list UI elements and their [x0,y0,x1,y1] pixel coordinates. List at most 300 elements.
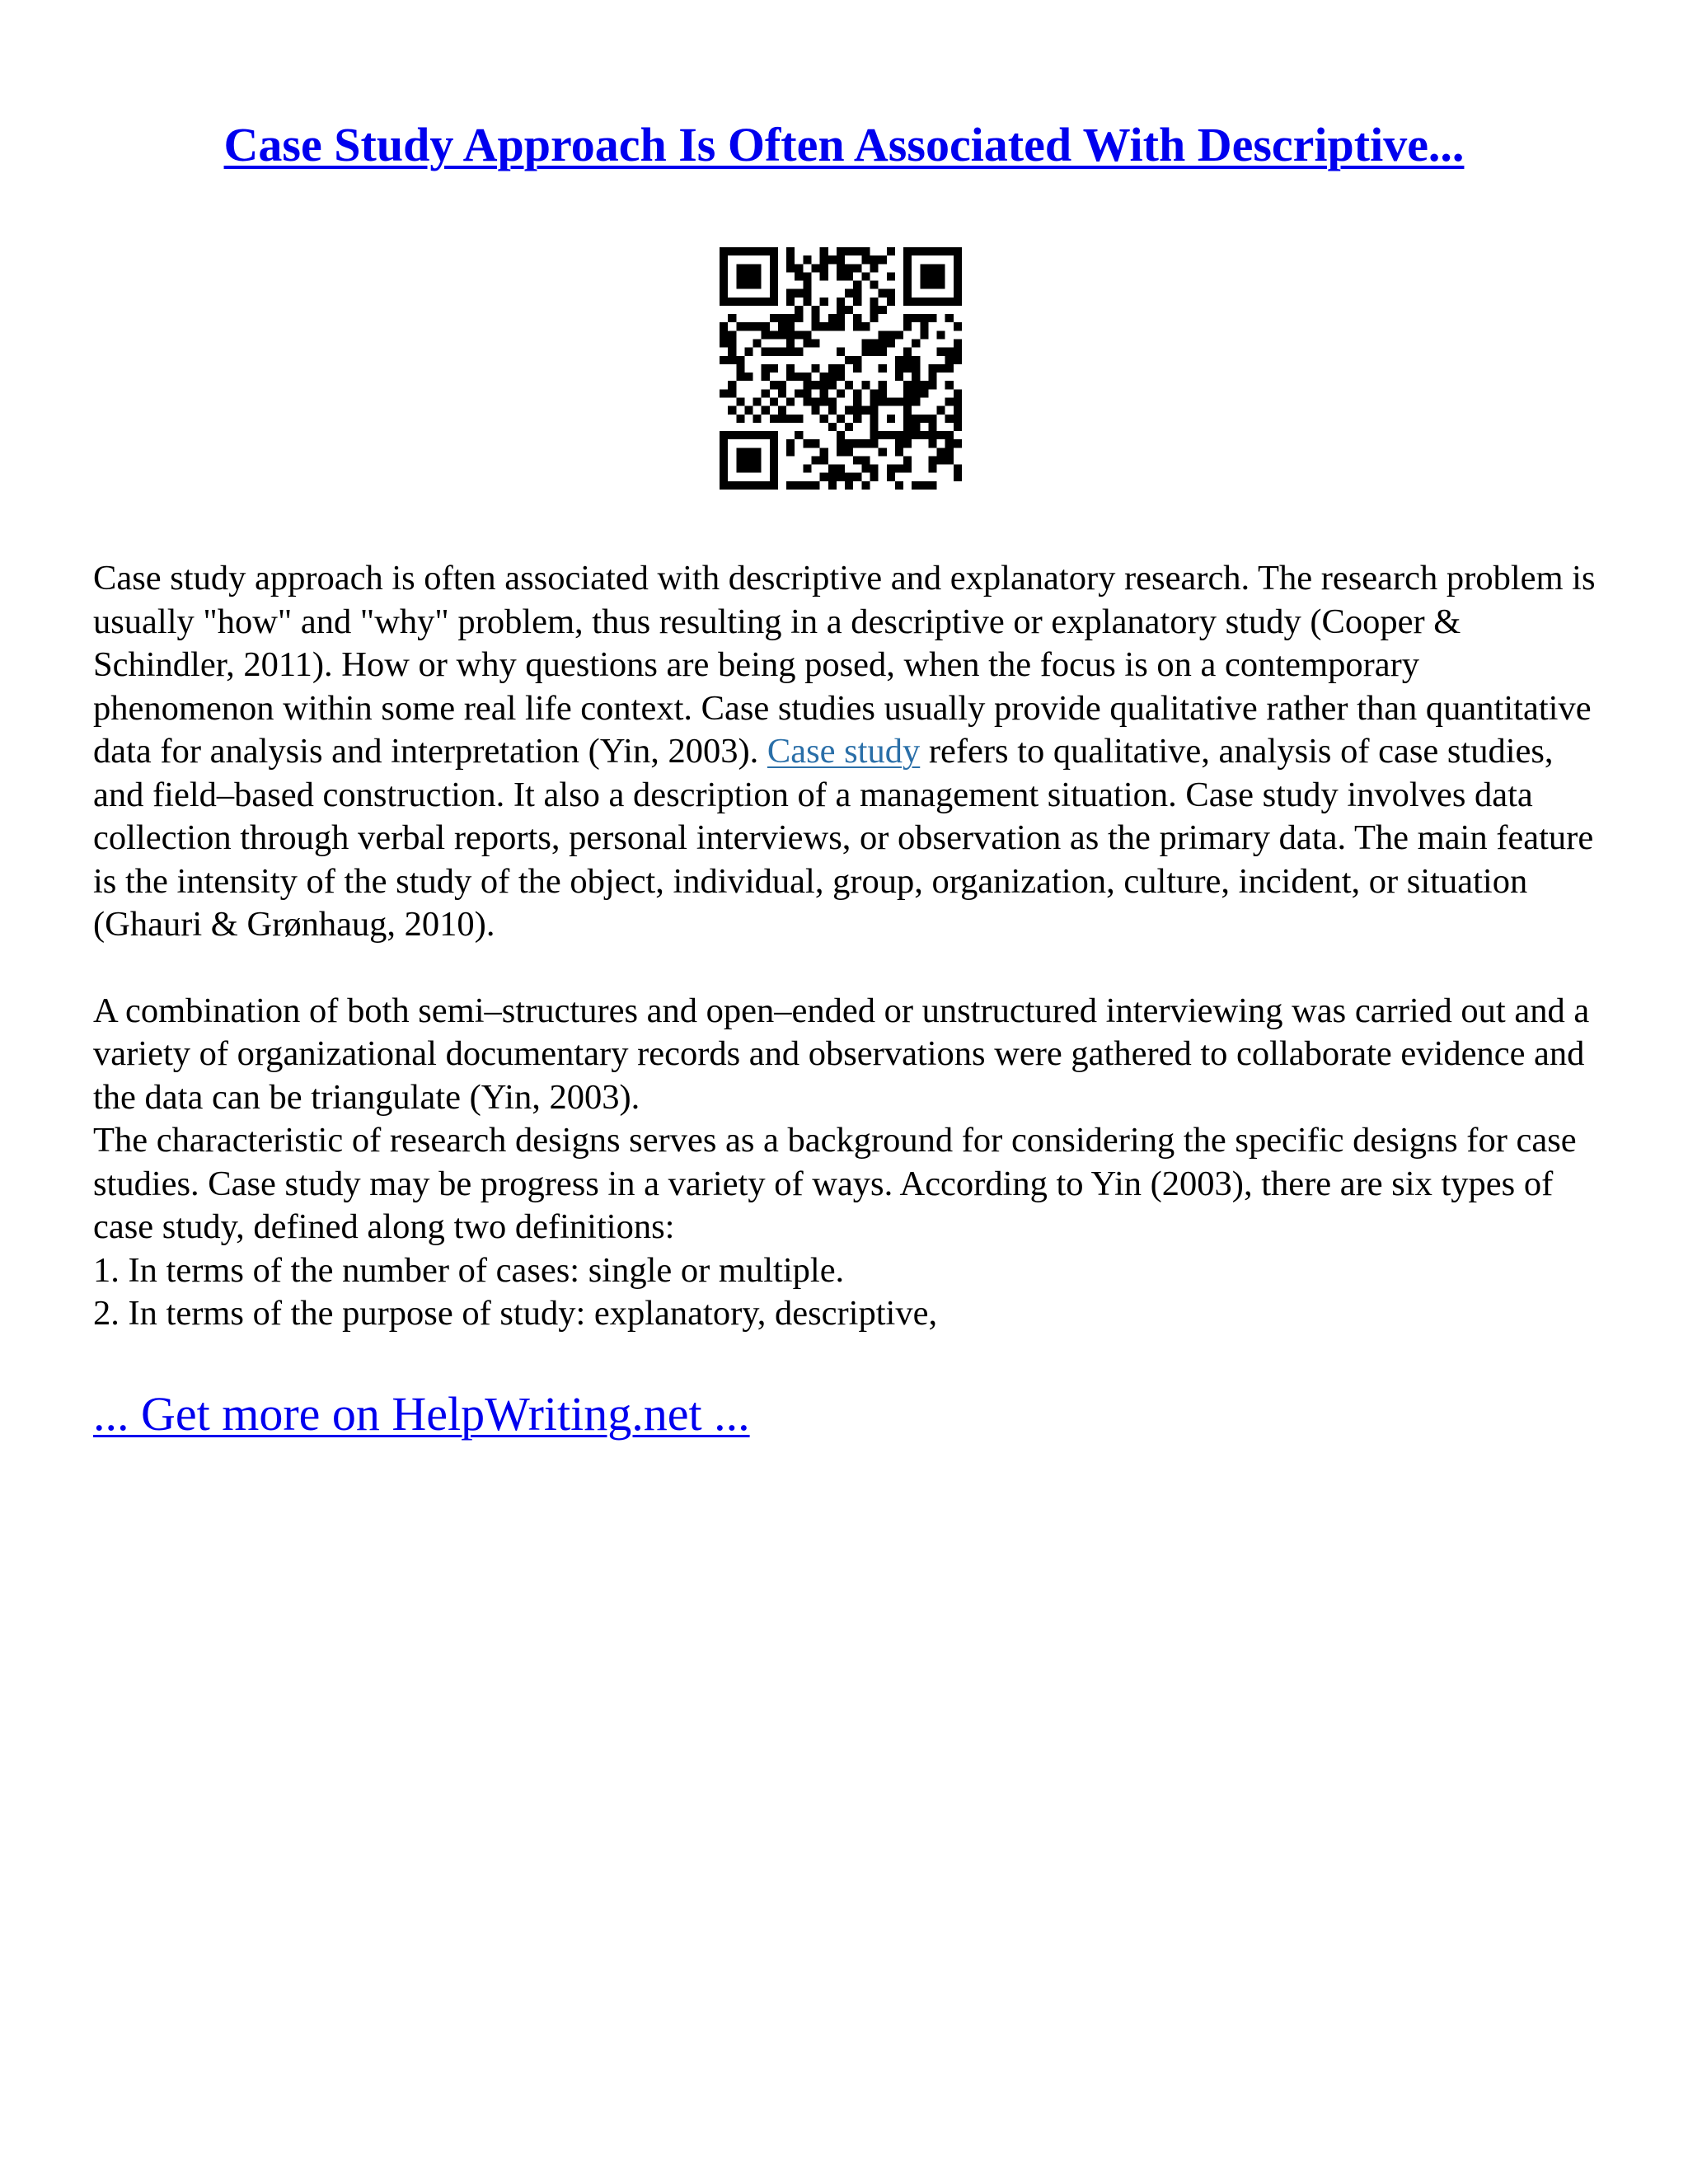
qr-module [895,364,903,373]
qr-module [853,473,861,481]
case-study-link[interactable]: Case study [767,732,921,771]
qr-module [954,298,962,306]
qr-module [853,406,861,415]
qr-module [795,264,803,272]
qr-module [861,348,870,356]
qr-module [762,322,770,330]
qr-module [795,481,803,490]
qr-module [720,247,728,255]
qr-module [861,439,870,448]
qr-module [720,439,728,448]
qr-module [903,348,912,356]
qr-module [879,364,887,373]
qr-module [937,348,945,356]
qr-module [845,306,853,314]
qr-module [928,423,936,431]
qr-module [954,322,962,330]
qr-module [820,322,828,330]
qr-module [870,465,878,473]
qr-module [879,289,887,298]
qr-module [870,264,878,272]
qr-module [820,389,828,397]
qr-module [770,314,778,322]
paragraph-spacer [93,947,1601,990]
qr-module [812,306,820,314]
qr-module [895,465,903,473]
qr-module [887,415,895,423]
qr-module [845,423,853,431]
paragraph-1-text-a: Case study approach is often associated with descriptive and explanatory research. The research problem is usually "how" and "why" problem, thus resulting in a descriptive or explanatory study (Cooper & Schindler, 2011). How or why questions are being posed, when the focus is on a contemporary phenomenon within some real life context. Case studies usually provide qualitative rather than quantitative data for analysis and interpretation (Yin, 2003). [93,559,1596,771]
qr-module [837,314,845,322]
qr-module [861,255,870,264]
qr-module [928,272,936,280]
qr-module [736,272,744,280]
qr-module [770,281,778,289]
qr-module [753,448,762,456]
qr-module [845,289,853,298]
qr-module [795,272,803,280]
qr-module [912,373,920,381]
qr-module [879,330,887,339]
qr-module [736,373,744,381]
qr-module [803,298,811,306]
qr-module [744,298,753,306]
qr-module [795,389,803,397]
qr-module [870,255,878,264]
qr-module [853,247,861,255]
qr-module [903,381,912,389]
qr-module [861,381,870,389]
qr-module [720,322,728,330]
qr-module [744,264,753,272]
qr-module [803,330,811,339]
qr-module [837,389,845,397]
qr-module [828,406,837,415]
qr-module [820,397,828,405]
qr-module [828,381,837,389]
qr-module [903,272,912,280]
qr-module [912,356,920,364]
qr-module [770,448,778,456]
qr-module [753,340,762,348]
qr-module [744,456,753,464]
qr-module [837,373,845,381]
qr-module [912,389,920,397]
qr-module [870,340,878,348]
qr-module [728,481,736,490]
qr-module [895,439,903,448]
qr-module [903,289,912,298]
qr-module [920,389,928,397]
qr-module [762,373,770,381]
qr-module [912,431,920,439]
qr-module [812,481,820,490]
qr-module [786,264,795,272]
qr-module [954,289,962,298]
qr-module [937,264,945,272]
qr-module [845,272,853,280]
qr-module [778,415,786,423]
qr-module [812,456,820,464]
qr-module [736,431,744,439]
qr-module [928,264,936,272]
qr-module [861,247,870,255]
qr-module [744,448,753,456]
qr-module [770,397,778,405]
qr-module [861,481,870,490]
qr-module [820,272,828,280]
qr-module [762,330,770,339]
qr-module [778,322,786,330]
qr-module [903,465,912,473]
qr-module [945,314,954,322]
qr-module [845,381,853,389]
qr-module [753,272,762,280]
qr-module [853,289,861,298]
qr-module [753,264,762,272]
qr-module [903,364,912,373]
qr-module [753,415,762,423]
qr-module [728,381,736,389]
qr-module [945,348,954,356]
qr-module [812,364,820,373]
qr-module [887,340,895,348]
qr-module [887,247,895,255]
qr-module [870,281,878,289]
qr-module [770,364,778,373]
qr-module [903,281,912,289]
qr-module [720,431,728,439]
qr-module [770,289,778,298]
qr-module [895,330,903,339]
qr-module [728,314,736,322]
qr-module [861,272,870,280]
qr-module [928,465,936,473]
qr-module [954,356,962,364]
qr-module [736,448,744,456]
qr-module [920,330,928,339]
qr-module [954,439,962,448]
qr-module [870,298,878,306]
qr-module [954,406,962,415]
qr-module [820,264,828,272]
qr-module [828,473,837,481]
qr-module [753,465,762,473]
qr-module [937,364,945,373]
qr-module [736,298,744,306]
qr-module [803,255,811,264]
qr-module [736,364,744,373]
qr-module [803,272,811,280]
page-title [0,115,1688,175]
qr-module [903,389,912,397]
qr-module [803,340,811,348]
qr-module [720,272,728,280]
qr-module [728,247,736,255]
qr-module [945,381,954,389]
paragraph-3: The characteristic of research designs serves as a background for considering the specific designs for case studies. Case study may be progress in a variety of ways. According to Yin (2003), there are six types of case study, defined along two definitions: [93,1121,1577,1246]
get-more-link[interactable]: ... Get more on HelpWriting.net ... [93,1387,750,1441]
qr-module [879,431,887,439]
qr-module [954,348,962,356]
qr-module [770,439,778,448]
qr-module [837,255,845,264]
qr-module [837,322,845,330]
qr-module [728,389,736,397]
qr-module [762,247,770,255]
qr-module [778,348,786,356]
qr-module [861,406,870,415]
qr-module [803,481,811,490]
qr-module [928,439,936,448]
qr-module [812,381,820,389]
qr-module [928,481,936,490]
qr-module [795,431,803,439]
qr-module [912,381,920,389]
qr-module [770,247,778,255]
qr-module [920,298,928,306]
qr-module [954,272,962,280]
qr-module [903,423,912,431]
qr-module [845,264,853,272]
qr-module [778,314,786,322]
qr-module [903,298,912,306]
qr-module [820,298,828,306]
qr-module [786,364,795,373]
qr-module [803,281,811,289]
qr-module [770,255,778,264]
qr-module [828,314,837,322]
qr-module [803,373,811,381]
qr-module [795,314,803,322]
qr-module [720,481,728,490]
qr-module [903,247,912,255]
qr-module [920,272,928,280]
qr-module [920,381,928,389]
qr-module [895,431,903,439]
qr-module [770,298,778,306]
qr-module [837,247,845,255]
qr-module [845,439,853,448]
qr-module [912,314,920,322]
qr-module [853,364,861,373]
qr-module [762,298,770,306]
qr-module [845,356,853,364]
qr-module [820,255,828,264]
qr-module [870,306,878,314]
qr-module [812,340,820,348]
qr-module [937,272,945,280]
qr-code-image [720,247,962,490]
qr-module [920,481,928,490]
qr-module [828,322,837,330]
qr-module [720,448,728,456]
paragraph-1-text-b: refers to qualitative, analysis of case studies, and field–based construction. It also a description of a management situation. Case study involves data collection through verbal reports, personal interviews, or observation as the primary data. The main feature is the intensity of the study of the object, individual, group, organization, culture, incident, or situation (Ghauri & Grønhaug, 2010). [93,732,1594,944]
qr-module [920,247,928,255]
qr-module [954,247,962,255]
qr-module [812,406,820,415]
qr-module [954,389,962,397]
qr-module [879,389,887,397]
qr-module [928,415,936,423]
qr-module [945,397,954,405]
qr-module [828,465,837,473]
qr-module [870,439,878,448]
qr-module [720,330,728,339]
qr-module [786,247,795,255]
qr-module [837,272,845,280]
qr-module [720,356,728,364]
qr-module [795,330,803,339]
qr-module [887,397,895,405]
qr-module [928,298,936,306]
qr-module [762,348,770,356]
qr-module [812,322,820,330]
qr-module [770,272,778,280]
qr-module [795,415,803,423]
qr-module [736,322,744,330]
qr-module [928,364,936,373]
qr-module [879,255,887,264]
qr-module [853,397,861,405]
qr-module [828,423,837,431]
qr-module [837,473,845,481]
qr-module [728,356,736,364]
qr-module [912,298,920,306]
qr-module [887,465,895,473]
qr-module [912,415,920,423]
qr-module [903,314,912,322]
qr-module [928,281,936,289]
qr-module [954,264,962,272]
qr-module [937,281,945,289]
qr-module [828,481,837,490]
qr-module [786,439,795,448]
qr-module [912,340,920,348]
qr-module [837,348,845,356]
qr-module [770,264,778,272]
qr-module [845,473,853,481]
qr-module [845,481,853,490]
qr-module [879,381,887,389]
qr-module [945,364,954,373]
qr-module [903,431,912,439]
qr-module [837,415,845,423]
qr-module [920,281,928,289]
qr-module [912,364,920,373]
qr-module [770,381,778,389]
title-link[interactable]: Case Study Approach Is Often Associated With Descriptive... [223,118,1465,171]
qr-module [945,448,954,456]
qr-module [853,356,861,364]
qr-module [720,298,728,306]
qr-module [762,431,770,439]
qr-module [728,406,736,415]
qr-module [820,448,828,456]
qr-module [728,340,736,348]
qr-module [753,298,762,306]
qr-module [795,306,803,314]
qr-module [954,255,962,264]
qr-module [861,456,870,464]
qr-module [837,298,845,306]
qr-module [903,456,912,464]
qr-module [795,289,803,298]
qr-module [928,314,936,322]
qr-module [812,439,820,448]
qr-module [744,431,753,439]
qr-module [887,272,895,280]
qr-module [728,348,736,356]
qr-module [786,298,795,306]
qr-module [928,373,936,381]
qr-module [786,340,795,348]
qr-module [728,298,736,306]
qr-module [753,281,762,289]
qr-module [795,373,803,381]
qr-module [937,330,945,339]
qr-module [903,255,912,264]
qr-module [954,465,962,473]
qr-module [954,397,962,405]
article-body [93,557,1601,1336]
qr-module [744,348,753,356]
qr-module [837,465,845,473]
qr-module [736,456,744,464]
qr-module [786,448,795,456]
qr-module [903,356,912,364]
qr-module [853,281,861,289]
qr-module [895,481,903,490]
qr-module [887,431,895,439]
qr-module [845,247,853,255]
qr-module [812,264,820,272]
qr-module [937,298,945,306]
qr-module [812,314,820,322]
qr-module [861,340,870,348]
qr-module [820,473,828,481]
qr-module [945,356,954,364]
qr-module [912,481,920,490]
qr-module [837,439,845,448]
qr-module [744,322,753,330]
qr-module [954,281,962,289]
more-link-container [93,1385,750,1444]
qr-module [744,406,753,415]
qr-module [762,406,770,415]
qr-module [895,397,903,405]
qr-module [770,431,778,439]
qr-module [879,306,887,314]
qr-module [778,389,786,397]
qr-module [820,373,828,381]
qr-module [786,330,795,339]
qr-module [770,330,778,339]
qr-module [744,465,753,473]
list-item: 2. In terms of the purpose of study: explanatory, descriptive, [93,1294,938,1333]
qr-module [903,439,912,448]
qr-module [861,465,870,473]
qr-module [736,264,744,272]
qr-module [753,431,762,439]
qr-module [903,406,912,415]
qr-module [879,448,887,456]
qr-module [837,431,845,439]
qr-module [853,264,861,272]
qr-module [887,473,895,481]
qr-module [720,389,728,397]
qr-module [803,465,811,473]
